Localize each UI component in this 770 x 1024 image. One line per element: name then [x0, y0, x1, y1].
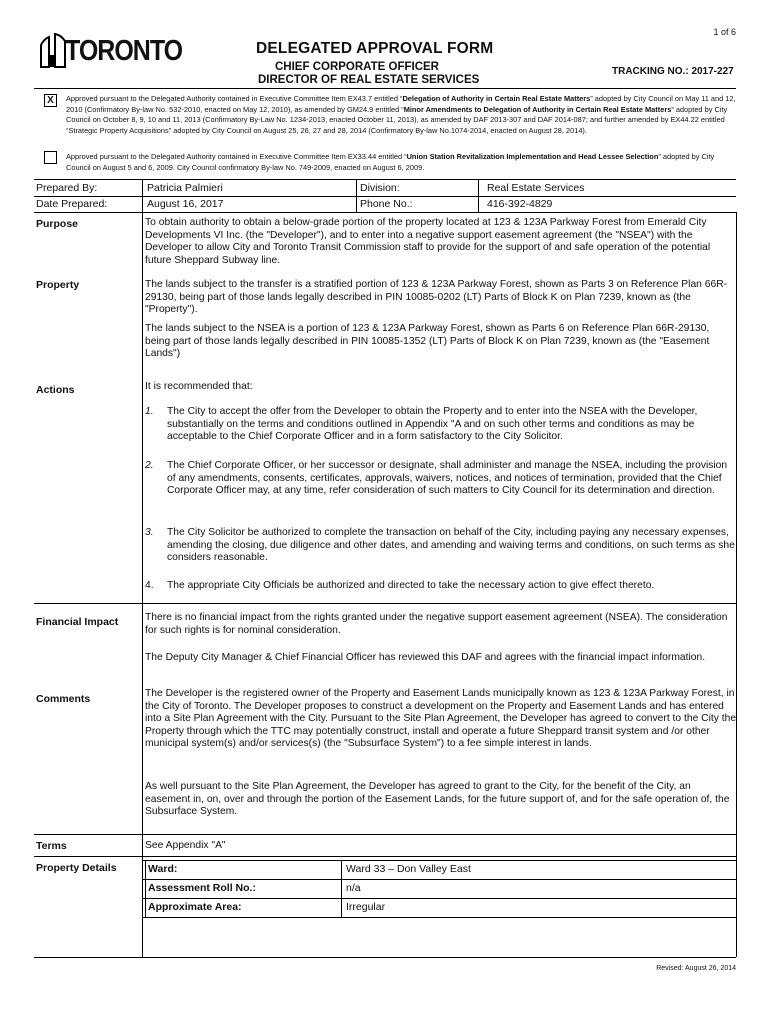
authority-option-1-checkbox[interactable]: X — [44, 94, 57, 107]
divider — [34, 957, 736, 958]
logo-wordmark: TORONTO — [65, 34, 183, 68]
action-item — [145, 580, 737, 593]
divider — [34, 834, 736, 835]
action-item-number: 1. — [145, 406, 154, 417]
phone-value: 416-392-4829 — [487, 198, 553, 210]
prepared-by-label: Prepared By: — [36, 182, 98, 194]
financial-impact-label: Financial Impact — [36, 616, 119, 628]
financial-impact-text-1: There is no financial impact from the rights granted under the negative support easement agreement (NSEA). The consideration for such rights is for nominal consideration. — [145, 612, 728, 636]
table-row-value: n/a — [346, 882, 361, 894]
table-row-key: Assessment Roll No.: — [148, 882, 256, 894]
divider — [34, 856, 736, 857]
divider — [34, 88, 736, 89]
action-item-number: 2. — [145, 460, 154, 471]
divider — [356, 179, 357, 212]
action-item-text: The Chief Corporate Officer, or her successor or designate, shall administer and manage the NSEA, including the provision of any amendments, consents, certificates, approvals, waivers, notices, and notices of termination, provided that the Chief Corporate Officer may, at any time, refer consideration of such matters to City Council for its determination and direction. — [167, 460, 728, 497]
division-label: Division: — [360, 182, 400, 194]
divider — [142, 179, 143, 212]
action-item-text: The City to accept the offer from the Developer to obtain the Property and to enter into the NSEA with the Developer, substantially on the terms and conditions outlined in Appendix "A and on such other terms and conditions as may be acceptable to the Chief Corporate Officer and in a form satisfactory to the City Solicitor. — [167, 406, 698, 443]
terms-text: See Appendix "A" — [145, 840, 226, 851]
divider — [34, 603, 736, 604]
property-text-2: The lands subject to the NSEA is a portion of 123 & 123A Parkway Forest, shown as Parts 6 on Reference Plan 66R-29130, being part of those lands legally described in PIN 10085-1352 (LT) Parts of Block K on Plan 7239, known as (the "Easement Lands") — [145, 323, 710, 360]
table-row-key: Ward: — [148, 863, 178, 875]
authority-option-1-text: Approved pursuant to the Delegated Authority contained in Executive Committee Item EX43.7 entitled “Delegation of Authority in Certain Real Estate Matters” adopted by City Council on May 11 and 12, 2010 (Confirmatory By-law No. 532-2010, enacted on May 12, 2010), as amended by GM24.9 entitled “Minor Amendments to Delegation of Authority in Certain Real Estate Matters” adopted by City Council on October 8, 9, 10 and 11, 2013 (Confirmatory By-Law No. 1234-2013, enacted October 11, 2013), as amended by DAF 2013-307 and DAF 2014-087; and further amended by EX44.22 entitled “Strategic Property Acquisitions” adopted by City Council on August 25, 26, 27 and 28, 2014 (Confirmatory By-law No.1074-2014, enacted on August 28, 2014). — [66, 94, 736, 135]
financial-impact-text-2: The Deputy City Manager & Chief Financial Officer has reviewed this DAF and agrees with the financial impact information. — [145, 652, 706, 663]
form-subtitle-officer: CHIEF CORPORATE OFFICER — [275, 61, 439, 73]
action-item-text: The appropriate City Officials be authorized and directed to take the necessary action to give effect thereto. — [167, 580, 655, 591]
prepared-by-value: Patricia Palmieri — [147, 182, 223, 194]
comments-text-2: As well pursuant to the Site Plan Agreement, the Developer has agreed to grant to the City, for the benefit of the City, an easement in, on, over and through the portion of the Easement Lands, for the future support of, and for the safe operation of, the Subsurface System. — [145, 781, 730, 818]
table-row-key: Approximate Area: — [148, 901, 242, 913]
action-item-number: 4. — [145, 580, 154, 591]
toronto-logo — [40, 33, 183, 69]
terms-label: Terms — [36, 840, 67, 852]
date-prepared-value: August 16, 2017 — [147, 198, 224, 210]
date-prepared-label: Date Prepared: — [36, 198, 108, 210]
division-value: Real Estate Services — [487, 182, 585, 194]
table-row-value: Ward 33 – Don Valley East — [346, 863, 471, 875]
action-item — [145, 460, 737, 498]
revision-date: Revised: August 26, 2014 — [656, 965, 736, 972]
table-row-value: Irregular — [346, 901, 386, 913]
comments-text-1: The Developer is the registered owner of the Property and Easement Lands municipally known as 123 & 123A Parkway Forest, in the City of Toronto. The Developer proposes to construct a development on the Property and Easement Lands and has entered into a Site Plan Agreement with the City. Pursuant to the Site Plan Agreement, the Developer has agreed to convert to the City the Property through which the TTC may potentially construct, install and operate a future Sheppard transit system and /or other municipal system(s) and/or services(s) (the "Subsurface System") to a fee simple interest in lands. — [145, 688, 737, 750]
property-details-label: Property Details — [36, 862, 117, 874]
property-text-1: The lands subject to the transfer is a stratified portion of 123 & 123A Parkway Forest, shown as Parts 3 on Reference Plan 66R-29130, being part of those lands legally described in PIN 10085-0202 (LT) Parts of Block K on Plan 7239, known as (the "Property"). — [145, 279, 728, 316]
form-title: DELEGATED APPROVAL FORM — [256, 40, 494, 57]
action-item — [145, 527, 737, 565]
purpose-text: To obtain authority to obtain a below-grade portion of the property located at 123 & 123A Parkway Forest from Emerald City Developments VI Inc. (the "Developer"), and to enter into a negative support easement agreement (the "NSEA") with the Developer to allow City and Toronto Transit Commission staff to provide for the support of and safe operation of the potential future Sheppard Subway line. — [145, 217, 711, 266]
divider — [34, 212, 736, 213]
divider — [478, 179, 479, 212]
page-number: 1 of 6 — [713, 27, 736, 37]
city-hall-icon — [40, 33, 66, 69]
tracking-number: TRACKING NO.: 2017-227 — [612, 66, 734, 77]
actions-intro: It is recommended that: — [145, 381, 253, 392]
phone-label: Phone No.: — [360, 198, 413, 210]
actions-label: Actions — [36, 384, 75, 396]
comments-label: Comments — [36, 693, 91, 705]
divider — [142, 212, 143, 957]
purpose-label: Purpose — [36, 218, 79, 230]
divider — [34, 196, 736, 197]
form-subtitle-director: DIRECTOR OF REAL ESTATE SERVICES — [258, 74, 480, 86]
divider — [34, 179, 736, 180]
authority-option-2-checkbox[interactable] — [44, 151, 57, 164]
authority-option-2-text: Approved pursuant to the Delegated Authority contained in Executive Committee Item EX33.44 entitled “Union Station Revitalization Implementation and Head Lessee Selection” adopted by City Council on August 5 and 6, 2009. City Council confirmatory By-law No. 749-2009, enacted on August 6, 2009. — [66, 152, 715, 172]
action-item — [145, 406, 737, 444]
property-label: Property — [36, 279, 80, 291]
action-item-text: The City Solicitor be authorized to complete the transaction on behalf of the City, including paying any necessary expenses, amending the closing, due diligence and other dates, and amending and waiving terms and conditions, on such terms as she considers reasonable. — [167, 527, 735, 564]
action-item-number: 3. — [145, 527, 154, 538]
